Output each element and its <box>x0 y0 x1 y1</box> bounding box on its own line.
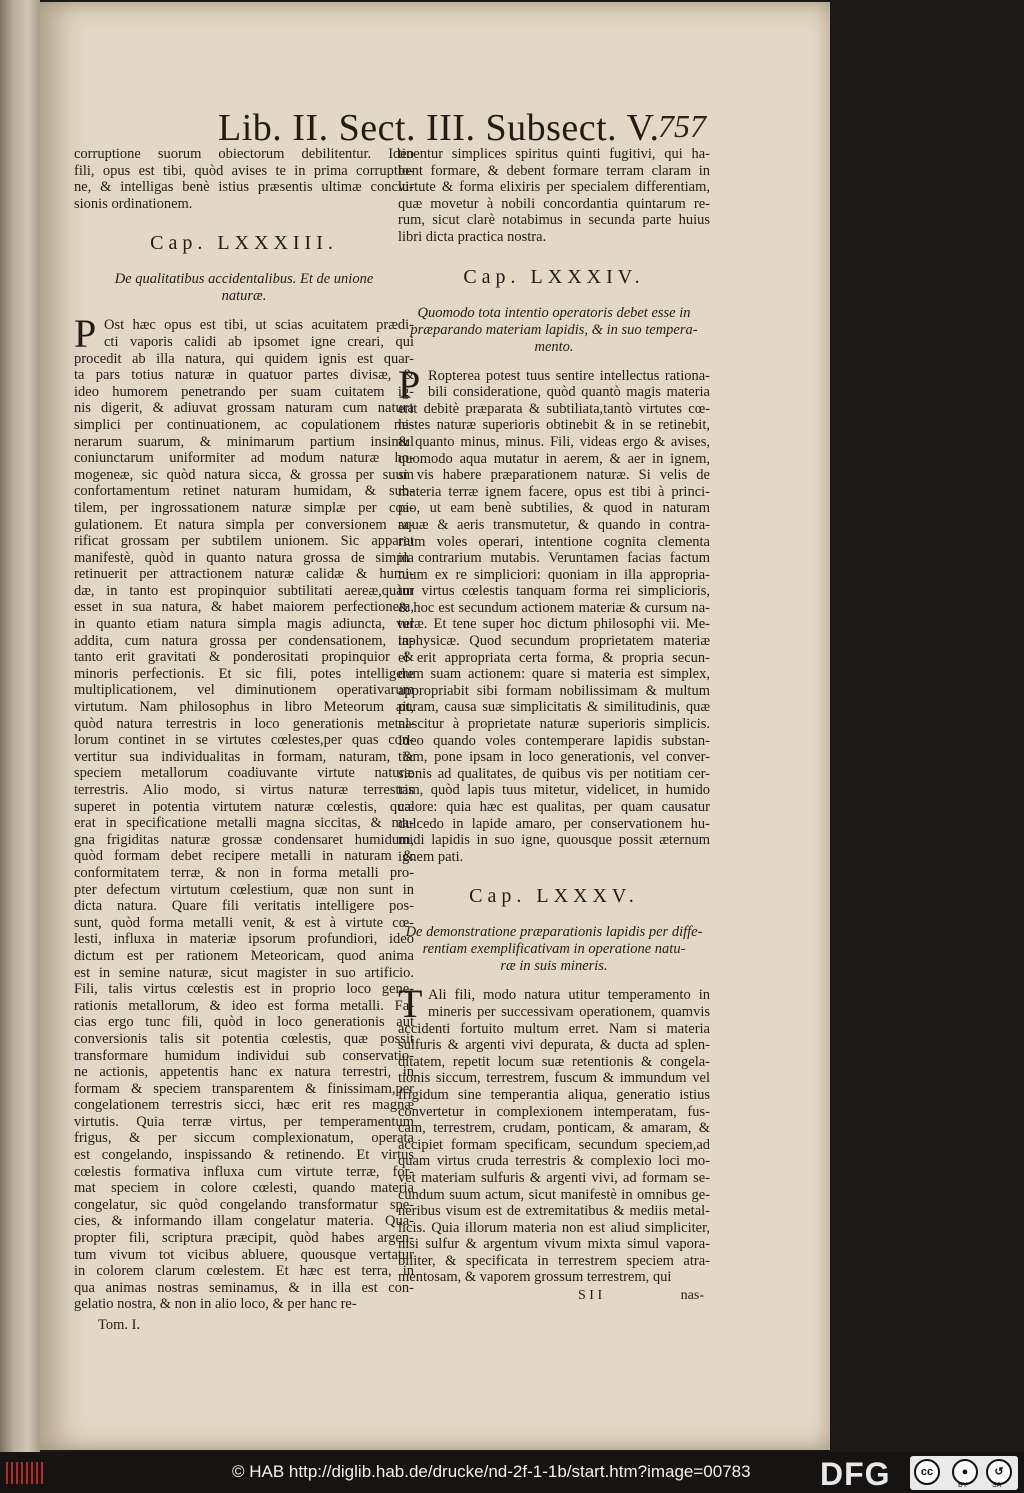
text-line: virtutum. Nam philosophus in libro Meteorum ait, <box>74 699 414 716</box>
text-line: terrestris. Alio modo, si virtus naturæ terrestris <box>74 782 414 798</box>
left-column <box>74 146 414 1334</box>
text-line: ditatem, repetit locum suæ retentionis & congela- <box>398 1053 710 1070</box>
text-line: mentosam, & vaporem grossum terrestrem, qui <box>398 1269 672 1286</box>
text-line: materia terræ ignem facere, opus est tibi à princi- <box>398 483 710 500</box>
rubric-line: naturæ. <box>221 288 267 305</box>
text-line: rum, sicut clarè notabimus in secunda parte huius <box>398 212 710 229</box>
text-line: speciem metallorum coadiuvante virtute naturæ <box>74 765 414 782</box>
text-line: turæ. Et tene super hoc dictum philosophi vii. Me- <box>398 616 710 633</box>
text-line: bent formare, & debent formare terram claram in <box>398 162 710 179</box>
text-line: nerarum suarum, & minimarum partium insimul <box>74 433 414 450</box>
sa-icon: ↺ <box>986 1459 1012 1485</box>
rubric-line: ræ in suis mineris. <box>500 958 608 975</box>
library-logo-icon <box>6 1462 50 1484</box>
text-line: libri dicta practica nostra. <box>398 228 547 245</box>
text-line: licis. Quia illorum materia non est aliud simpliciter, <box>398 1219 710 1236</box>
text-line: tam, quòd lapis tuus mitetur, videlicet, in humido <box>398 782 710 799</box>
text-line: in contrarium mutabis. Veruntamen facias factum <box>398 550 710 567</box>
text-line: retinuerit per attractionem naturæ calidæ & humi- <box>74 566 414 583</box>
text-line: nisi sulfur & argentum vivum mixta simul vapora- <box>398 1236 710 1253</box>
text-line: est in semine naturæ, sicut magister in suo artificio. <box>74 964 414 981</box>
text-line: Fili, talis virtus cœlestis est in proprio loco gene- <box>74 981 414 998</box>
text-line: manifestè, quòd in quanto natura grossa de simpla <box>74 549 414 566</box>
text-line: vet materiam sulfuris & argenti vivi, ad formam se- <box>398 1169 710 1186</box>
rubric-line: mento. <box>534 338 574 355</box>
text-line: quomodo aqua mutatur in aerem, & aer in ignem, <box>398 450 710 467</box>
text-line: superet in potentia virtutem naturæ cœlestis, quæ <box>74 798 414 815</box>
text-line: Ropterea potest tuus sentire intellectus rationa- <box>428 367 710 384</box>
text-line: nascitur à proprietate naturæ superioris simplicis. <box>398 716 710 733</box>
drop-capital: P <box>398 361 421 407</box>
text-line: ei erit appropriata certa forma, & propria secun- <box>398 649 710 666</box>
text-line: ideo humorem penetrando per suam cuitatem ig- <box>74 383 414 400</box>
right-body-text-85 <box>398 981 710 1286</box>
text-line: fili, opus est tibi, quòd avises te in prima corruptio- <box>74 162 414 179</box>
text-line: tanto erit gravitati & ponderositati propinquior & <box>74 649 414 666</box>
text-line: & quanto minus, minus. Fili, videas ergo & avises, <box>398 433 710 450</box>
running-head: Lib. II. Sect. III. Subsect. V. <box>218 107 660 149</box>
drop-capital: P <box>74 311 97 357</box>
text-line: in colorem clarum cœlestem. Et hæc est terra, in <box>74 1263 414 1280</box>
chapter-heading-83: Cap. LXXXIII. <box>150 232 338 255</box>
source-link[interactable]: © HAB http://diglib.hab.de/drucke/nd-2f-1-1b/start.htm?image=00783 <box>232 1462 751 1481</box>
text-line: pter defectum virtutum cœlestium, quæ non sunt in <box>74 881 414 898</box>
text-line: cti vaporis calidi ab ipsomet igne creari, qui <box>104 333 414 350</box>
text-line: tur virtus cœlestis tanquam forma rei simplicioris, <box>398 583 710 600</box>
viewer-footer <box>0 1452 1024 1493</box>
text-line: coniunctarum uniformiter ad modum naturæ ho- <box>74 450 414 467</box>
text-line: bili consideratione, quòd quantò magis materia <box>428 384 710 401</box>
text-line: dum suam actionem: quare si materia est simplex, <box>398 666 710 683</box>
text-line: simplici per continuationem, ac copulationem mi- <box>74 416 414 433</box>
rubric-line: præparando materiam lapidis, & in suo tempera- <box>410 321 698 338</box>
text-line: sionis ad qualitates, de quibus vis per notitiam cer- <box>398 765 710 782</box>
text-line: mineris per successivam operationem, quamvis <box>428 1003 710 1020</box>
text-line: tionis siccum, terrestrem, fuscum & immundum vel <box>398 1070 710 1087</box>
chapter-body-84 <box>398 361 710 866</box>
text-line: & hoc est secundum actionem materiæ & cursum na- <box>398 599 710 616</box>
text-line: Ost hæc opus est tibi, ut scias acuitatem prædi- <box>104 317 414 334</box>
text-line: convertetur in complexionem intemperatam, fus- <box>398 1103 710 1120</box>
text-line: Ideo quando voles contemperare lapidis substan- <box>398 732 710 749</box>
text-line: lestes naturæ superioris obtinebit & in se retinebit, <box>398 417 710 434</box>
text-line: appropriabit sibi formam nobilissimam & multum <box>398 682 710 699</box>
text-line: mat speciem in colore cœlesti, quando materia <box>74 1180 414 1197</box>
text-line: tilem, per ingrossationem naturæ simplæ per coa- <box>74 499 414 516</box>
text-line: sionis ordinationem. <box>74 195 193 212</box>
by-icon: ● <box>952 1459 978 1485</box>
text-line: procedit ab illa natura, qui quidem ignis est quar- <box>74 350 414 367</box>
page-foot <box>398 1288 710 1306</box>
text-line: quòd natura terrestris in loco generationis metal- <box>74 715 414 732</box>
rubric-line: De demonstratione præparationis lapidis per diffe- <box>405 924 703 941</box>
license-badge[interactable] <box>910 1456 1018 1490</box>
text-line: taphysicæ. Quod secundum proprietatem materiæ <box>398 633 710 650</box>
page-number: 757 <box>658 108 706 144</box>
text-line: calore: quia hæc est qualitas, per quam causatur <box>398 799 710 815</box>
text-line: accidenti fortuito multum erret. Nam si materia <box>398 1020 710 1037</box>
text-line: frigidum sine temperantia aliqua, generatio istius <box>398 1086 710 1103</box>
rubric-line: rentiam exemplificativam in operatione natu- <box>422 941 686 958</box>
text-line: lesti, influxa in materiæ ipsorum profundiori, ideo <box>74 931 414 948</box>
text-line: gulationem. Et natura simpla per conversionem ra- <box>74 516 414 533</box>
text-line: gelatio nostra, & non in alio loco, & per hanc re- <box>74 1296 357 1313</box>
text-line: qua animas nostras seminamus, & in illa est con- <box>74 1279 414 1296</box>
text-line: tiam, pone ipsam in loco generationis, vel conver- <box>398 749 710 766</box>
text-line: congelatur, sic quòd congelando transformatur spe- <box>74 1196 414 1213</box>
text-line: tuum ex re simpliciori: quoniam in illa appropria- <box>398 566 710 583</box>
text-line: quæ movetur à nobili concordantia quintarum re- <box>398 195 710 212</box>
dfg-logo: DFG <box>820 1456 891 1492</box>
text-line: cies, & informando illam congelatur materia. Qua- <box>74 1213 414 1230</box>
text-line: puram, causa suæ simplicitatis & similitudinis, quæ <box>398 699 710 716</box>
text-line: neribus visum est de extremitatibus & mediis metal- <box>398 1203 710 1220</box>
text-line: erit debitè præparata & subtiliata,tantò virtutes cœ- <box>398 400 710 417</box>
text-line: frigus, & per siccum complexionatum, operata <box>74 1130 414 1147</box>
text-line: addita, cum natura grossa per condensationem, in- <box>74 632 414 649</box>
right-column <box>398 146 710 1306</box>
text-line: ignem pati. <box>398 848 464 865</box>
text-line: in quanto etiam natura simpla magis adiuncta, vel <box>74 616 414 633</box>
chapter-rubric-84 <box>398 305 710 356</box>
sa-label: SA <box>992 1482 1002 1489</box>
text-line: rificat grossam per subtilem unionem. Sic apparet <box>74 533 414 550</box>
chapter-heading-84: Cap. LXXXIV. <box>463 265 645 288</box>
text-line: cias ergo tunc fili, quòd in loco generationis aut <box>74 1014 414 1031</box>
text-line: vertitur sua individualitas in formam, naturam, & <box>74 748 414 765</box>
chapter-rubric-85 <box>398 924 710 975</box>
text-line: propter fili, scriptura præcipit, quòd habes argen- <box>74 1230 414 1247</box>
text-line: nis digerit, & adiuvat grossam naturam cum natura <box>74 400 414 417</box>
text-line: accipiet formam specificam, secundum speciem,ad <box>398 1136 710 1153</box>
text-line: erat in specificatione metalli magna siccitas, & ma- <box>74 815 414 832</box>
book-page <box>40 2 830 1450</box>
text-line: dæ, in tanto est propinquior subtilitati aereæ,quàm <box>74 582 414 599</box>
cc-icon: cc <box>914 1459 940 1485</box>
text-line: ne actionis, appetentis hanc ex natura terrestri, in <box>74 1064 414 1081</box>
text-line: transformare humidum individui sub conservatio- <box>74 1047 414 1064</box>
catchword: nas- <box>680 1288 704 1304</box>
text-line: tum vivum tot vicibus abluere, quousque vertatur <box>74 1246 414 1263</box>
text-line: virtute & forma elixiris per specialem differentiam, <box>398 179 710 196</box>
text-line: biliter, & specificata in terrestrem speciem atra- <box>398 1252 710 1269</box>
text-line: rium voles operari, intentione cognita clementa <box>398 533 710 550</box>
left-body-text <box>74 311 414 1313</box>
text-line: cundum suum actum, sicut manifestè in omnibus ge- <box>398 1186 710 1203</box>
text-line: est congelando, inspissando & retinendo. Et virtus <box>74 1147 414 1164</box>
text-line: formam & speciem transparentem & finissimam,per <box>74 1080 414 1097</box>
drop-capital: T <box>398 981 423 1027</box>
text-line: congelationem terrestris sicci, hæc erit res magnæ <box>74 1097 414 1114</box>
text-line: tinentur simplices spiritus quinti fugitivi, qui ha- <box>398 146 710 162</box>
previous-page-edge <box>0 0 40 1452</box>
text-line: esset in sua natura, & habet maiorem perfectionem, <box>74 599 414 616</box>
text-line: ne, & intelligas benè istius præsentis ultimæ conclu- <box>74 179 414 196</box>
volume-note: Tom. I. <box>98 1317 141 1333</box>
text-line: aquæ & aeris transmutetur, & quando in contra- <box>398 516 710 533</box>
chapter-body-85 <box>398 981 710 1286</box>
text-line: sunt, quòd forma metalli venit, & est à virtute cœ- <box>74 914 414 931</box>
rubric-line: De qualitatibus accidentalibus. Et de unione <box>114 271 374 288</box>
left-opening-text <box>74 146 414 212</box>
text-line: rationis metallorum, & ideo est forma metalli. Fa- <box>74 997 414 1014</box>
text-line: lorum continet in se virtutes cœlestes,per quas con- <box>74 732 414 749</box>
text-line: ta pars totius naturæ in quatuor partes divisæ, & <box>74 367 414 384</box>
text-line: virtutis. Quia terræ virtus, per temperamentum <box>74 1113 414 1130</box>
text-line: corruptione suorum obiectorum debilitentur. Ideo <box>74 146 414 162</box>
text-line: minoris perfectionis. Et sic fili, potes intelligere <box>74 665 414 682</box>
text-line: quòd formam debet recipere metalli in naturam & <box>74 848 414 865</box>
right-opening-text <box>398 146 710 246</box>
signature-mark: S I I <box>578 1288 603 1304</box>
text-line: sulfuris & argenti vivi depurata, & ducta ad splen- <box>398 1037 710 1054</box>
text-line: mogeneæ, sic quòd natura sicca, & grossa per suum <box>74 466 414 483</box>
text-line: gna frigiditas naturæ grossæ condensaret humidum, <box>74 831 414 848</box>
text-line: Ali fili, modo natura utitur temperamento in <box>428 987 710 1004</box>
text-line: midi lapidis in suo igne, quousque possit æternum <box>398 832 710 849</box>
rubric-line: Quomodo tota intentio operatoris debet esse in <box>417 304 691 321</box>
chapter-body-83 <box>74 311 414 1313</box>
text-line: quam virtus cruda terrestris & complexio loci mo- <box>398 1153 710 1170</box>
chapter-heading-85: Cap. LXXXV. <box>469 885 639 908</box>
text-line: dulcedo in lapide amaro, per conservationem hu- <box>398 815 710 832</box>
text-line: cam, terrestrem, crudam, ponticam, & amaram, & <box>398 1120 710 1137</box>
right-body-text-84 <box>398 361 710 866</box>
text-line: conversionis talis sit potentia cœlestis, quæ possit <box>74 1030 414 1047</box>
text-line: conformitatem terræ, & non in forma metalli pro- <box>74 864 414 881</box>
text-line: si vis habere præparationem naturæ. Si velis de <box>398 467 710 484</box>
chapter-rubric-83 <box>74 271 414 305</box>
text-line: cœlestis formativa influxa cum virtute terræ, for- <box>74 1163 414 1180</box>
text-line: dicta natura. Quare fili veritatis intelligere pos- <box>74 898 414 915</box>
text-line: multiplicationem, vel diminutionem operativarum <box>74 682 414 699</box>
text-line: pio, ut eam benè subtilies, & quod in naturam <box>398 500 710 517</box>
text-line: confortamentum retinet naturam humidam, & sub- <box>74 483 414 500</box>
text-line: dictum est per rationem Meteoricam, quod anima <box>74 947 414 964</box>
by-label: BY <box>958 1482 968 1489</box>
